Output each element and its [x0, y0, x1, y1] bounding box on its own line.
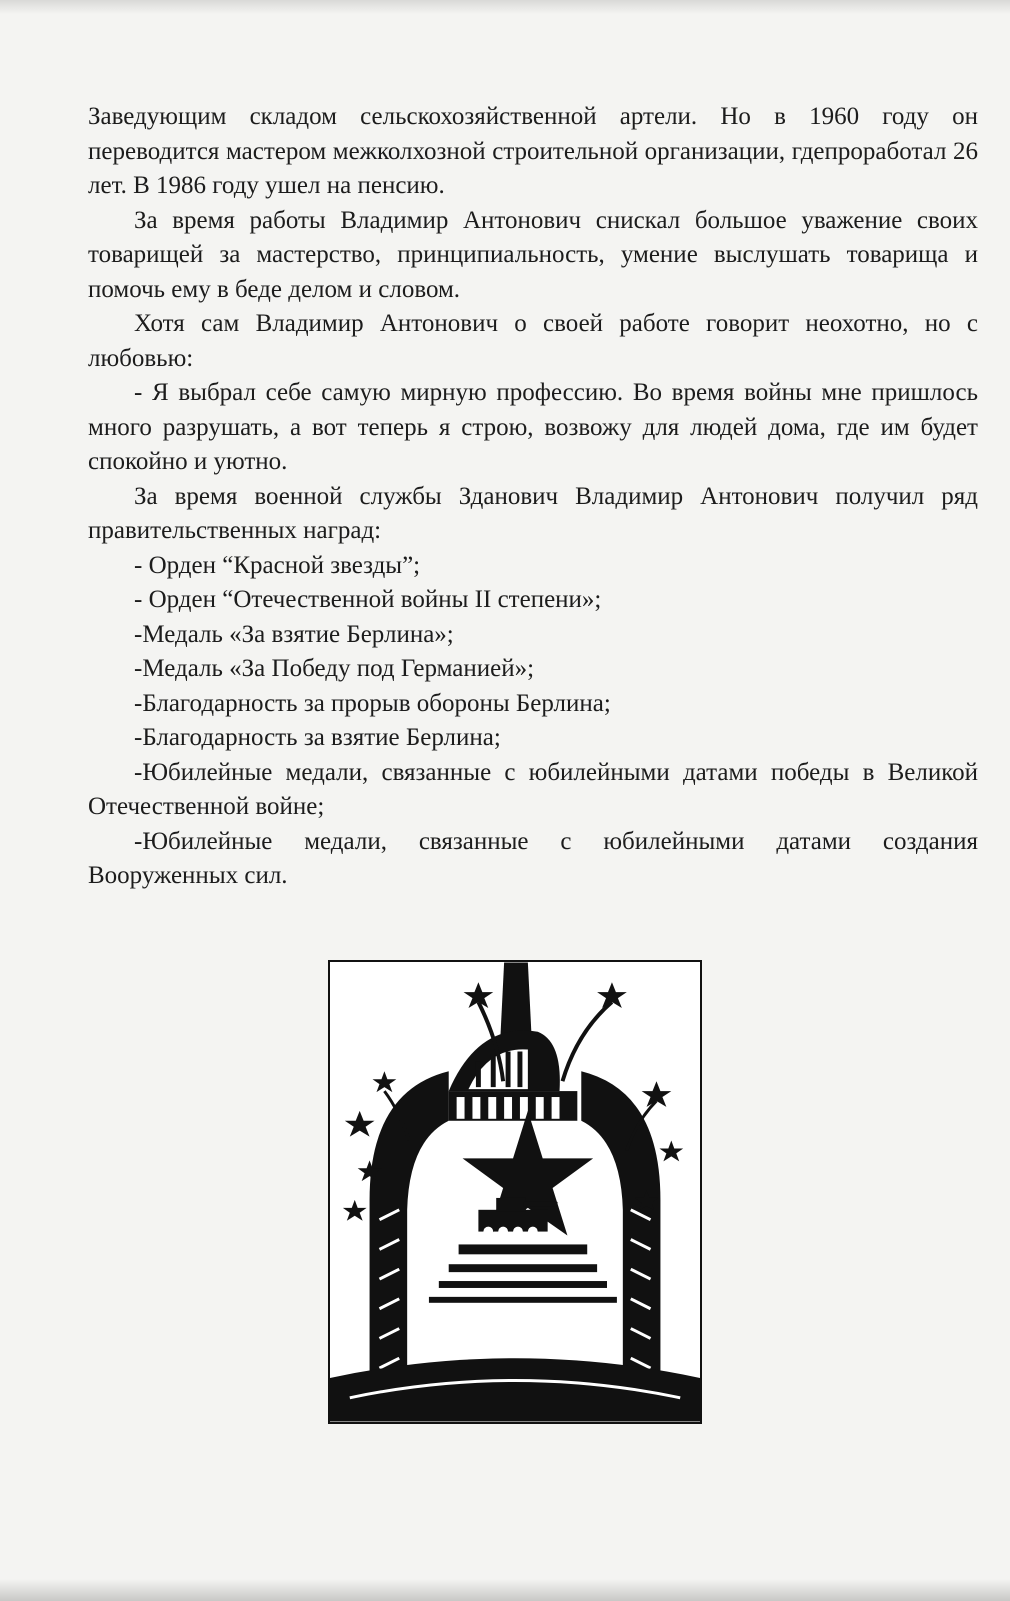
paragraph-work-history: Заведующим складом сельскохозяйственной артели. Но в 1960 году он переводится мастером межколхозной строительной организации, гдепроработал 26 лет. В 1986 году ушел на пенсию.: [88, 103, 978, 199]
award-item: - Орден “Отечественной войны II степени»;: [134, 586, 602, 613]
award-item: -Благодарность за взятие Берлина;: [134, 724, 501, 751]
award-item: -Медаль «За взятие Берлина»;: [134, 620, 454, 648]
award-item: -Медаль «За Победу под Германией»;: [134, 655, 535, 682]
paragraph-intro-quote: Хотя сам Владимир Антонович о своей работе говорит неохотно, но с любовью:: [88, 310, 978, 372]
paragraph-awards-intro: За время военной службы Зданович Владимир Антонович получил ряд правительственных наград:: [88, 482, 978, 544]
award-item: - Орден “Красной звезды”;: [134, 551, 421, 579]
award-item: -Юбилейные медали, связанные с юбилейными датами победы в Великой Отечественной войне;: [88, 758, 978, 820]
woodcut-illustration: [328, 960, 702, 1424]
page-bottom-edge: [0, 1579, 1010, 1601]
document-text: [88, 100, 978, 894]
award-item: -Благодарность за прорыв обороны Берлина;: [134, 689, 611, 717]
page-top-shadow: [0, 0, 1010, 14]
paragraph-respect: За время работы Владимир Антонович снискал большое уважение своих товарищей за мастерство, принципиальность, умение выслушать товарища и помочь ему в беде делом и словом.: [88, 206, 978, 303]
woodcut-victory-monument-image: [330, 962, 700, 1422]
award-item: -Юбилейные медали, связанные с юбилейными датами создания Вооруженных сил.: [88, 827, 978, 889]
paragraph-quote: - Я выбрал себе самую мирную профессию. Во время войны мне пришлось много разрушать, а вот теперь я строю, возвожу для людей дома, где им будет спокойно и уютно.: [88, 379, 978, 475]
